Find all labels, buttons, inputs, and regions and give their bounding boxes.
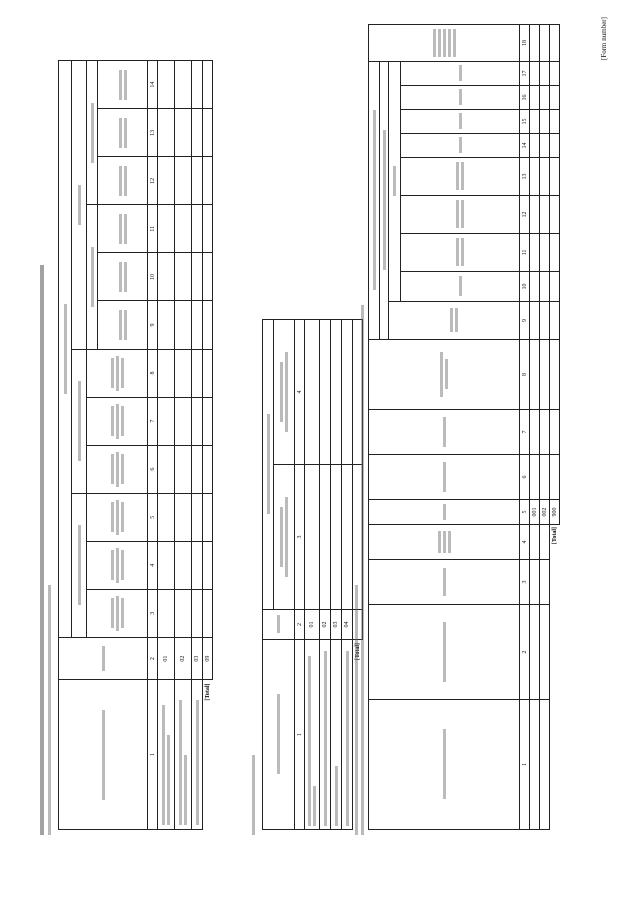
table-row: 04 [342, 320, 353, 830]
table-1-header-budget [59, 61, 72, 638]
table-1-total-row: [Total] 09 [203, 61, 213, 830]
table-row: 01 [305, 320, 320, 830]
table-1-header-indicator [59, 680, 148, 830]
table-row: 03 [331, 320, 342, 830]
form-label: [Form number] [600, 17, 608, 60]
table-row: 002 [540, 24, 550, 829]
table-2 [262, 319, 363, 830]
table-2-total-row: [Total] [353, 320, 363, 830]
table-2-column-numbers: 1 2 3 4 [295, 320, 305, 830]
table-row: 02 [175, 61, 192, 830]
table-row: 01 [158, 61, 175, 830]
table-1-column-numbers: 1 2 3 4 5 6 7 8 9 10 11 12 13 14 [148, 61, 158, 830]
table-3-column-numbers: 1 2 3 4 5 6 7 8 9 10 11 12 13 14 15 16 17 18 [520, 24, 530, 829]
table-3-total-row: [Total] 900 [550, 24, 560, 829]
table-row: 02 [320, 320, 331, 830]
table-row: 001 [530, 24, 540, 829]
table-3 [368, 24, 560, 830]
table-2-header-code [263, 610, 295, 640]
table-2-header-indicator [263, 640, 295, 830]
table-1 [58, 60, 213, 830]
table-row: 03 [192, 61, 203, 830]
table-1-header-code [59, 637, 148, 680]
